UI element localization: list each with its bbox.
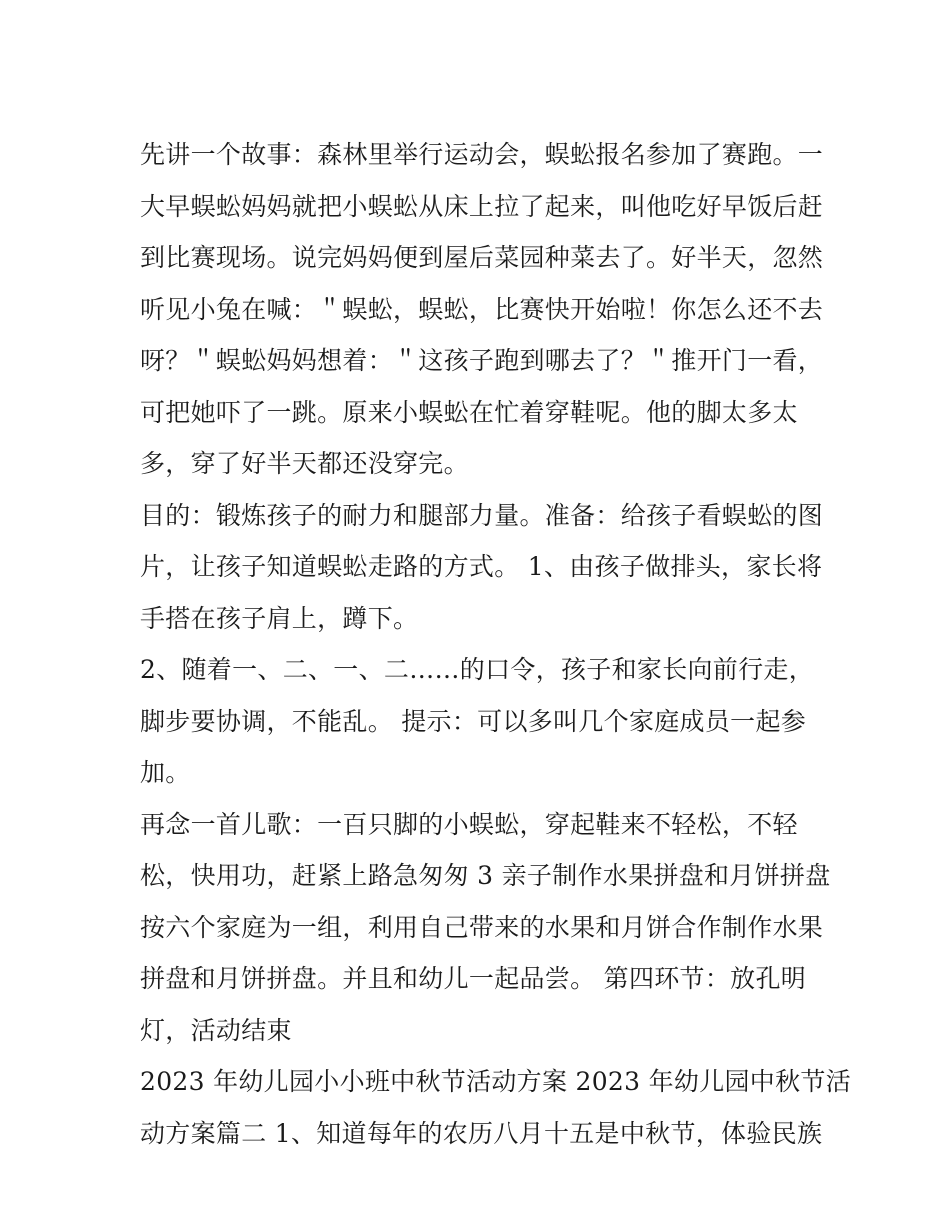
text-line: 可把她吓了一跳。原来小蜈蚣在忙着穿鞋呢。他的脚太多太 [140,397,798,427]
text-line: 动方案篇二 1、知道每年的农历八月十五是中秋节，体验民族 [140,1118,823,1148]
text-line: 手搭在孩子肩上，蹲下。 [140,603,419,633]
text-line: 目的：锻炼孩子的耐力和腿部力量。准备：给孩子看蜈蚣的图 [140,500,824,530]
text-line: 大早蜈蚣妈妈就把小蜈蚣从床上拉了起来，叫他吃好早饭后赶 [140,191,824,221]
text-line: 加。 [140,758,191,787]
text-line: 灯，活动结束 [140,1015,292,1045]
text-line: 再念一首儿歌：一百只脚的小蜈蚣，穿起鞋来不轻松，不轻 [140,809,798,839]
text-line: 先讲一个故事：森林里举行运动会，蜈蚣报名参加了赛跑。一 [140,140,824,169]
text-line: 片，让孩子知道蜈蚣走路的方式。 1、由孩子做排头，家长将 [140,552,823,581]
text-line: 脚步要协调，不能乱。 提示：可以多叫几个家庭成员一起参 [140,706,807,736]
text-line: 松，快用功，赶紧上路急匆匆 3 亲子制作水果拼盘和月饼拼盘 [140,861,831,890]
document-body [140,129,851,1159]
text-line: 呀？＂蜈蚣妈妈想着：＂这孩子跑到哪去了？＂推开门一看， [140,346,824,375]
text-line: 按六个家庭为一组，利用自己带来的水果和月饼合作制作水果 [140,912,824,942]
text-line: 到比赛现场。说完妈妈便到屋后菜园种菜去了。好半天，忽然 [140,243,824,272]
text-line: 多，穿了好半天都还没穿完。 [140,449,469,478]
text-line: 拼盘和月饼拼盘。并且和幼儿一起品尝。 第四环节：放孔明 [140,964,807,993]
text-line: 2、随着一、二、一、二……的口令，孩子和家长向前行走， [140,655,815,684]
text-line: 2023 年幼儿园小小班中秋节活动方案 2023 年幼儿园中秋节活 [140,1067,851,1096]
text-line: 听见小兔在喊：＂蜈蚣，蜈蚣，比赛快开始啦！你怎么还不去 [140,294,824,324]
